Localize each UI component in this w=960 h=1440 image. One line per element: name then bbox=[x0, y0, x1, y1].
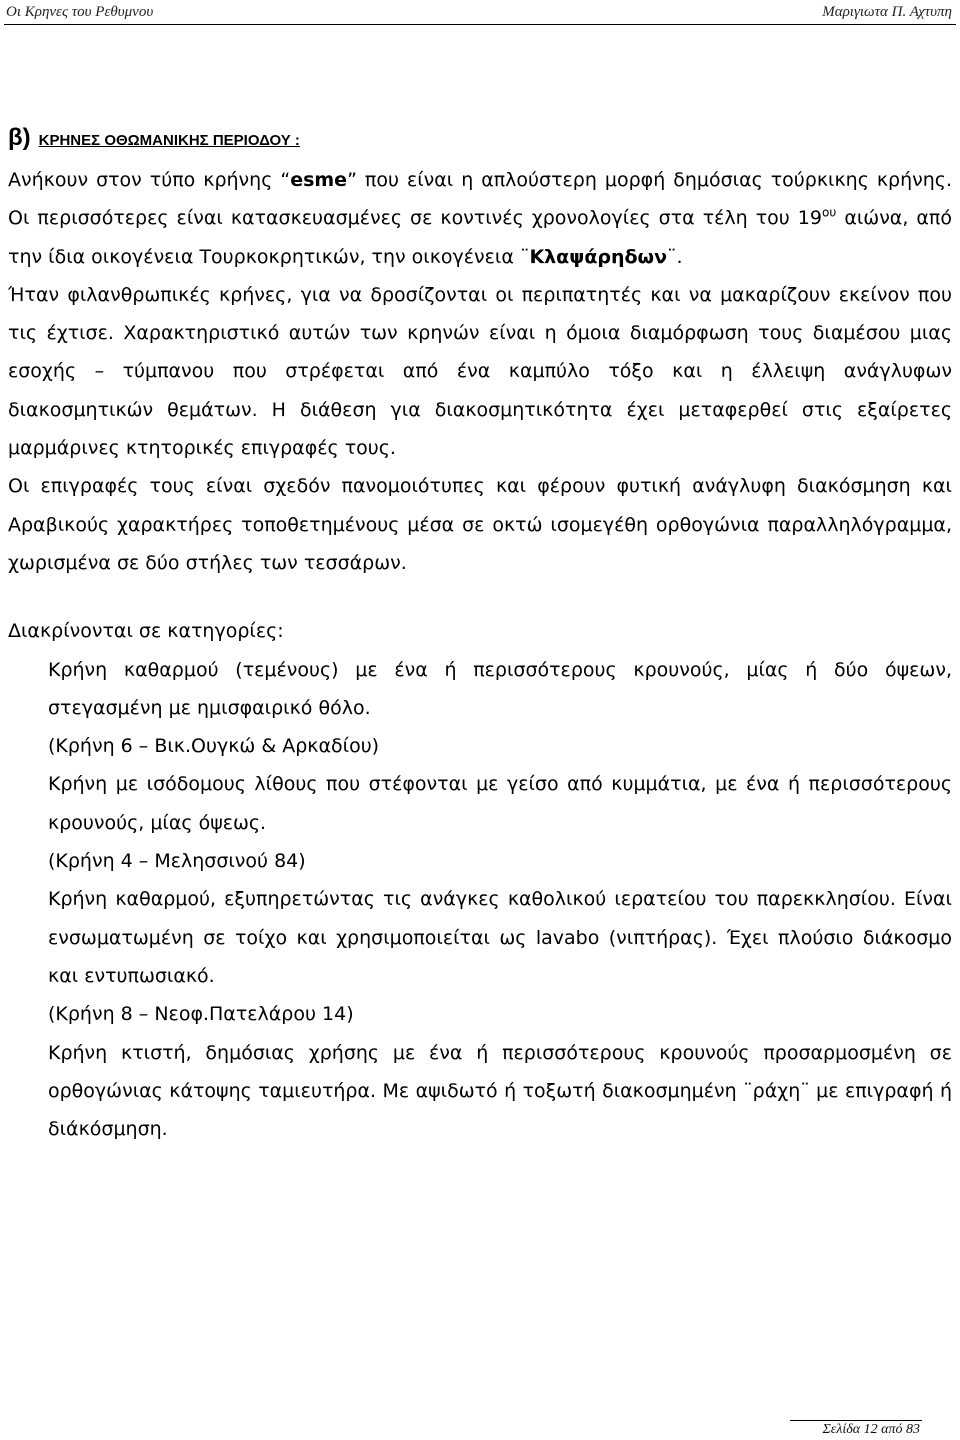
header-left-title: Οι Κρηνες του Ρεθυμνου bbox=[6, 4, 154, 20]
category-ref: (Κρήνη 4 – Μελησσινού 84) bbox=[48, 850, 306, 873]
term-esme: esme bbox=[290, 169, 348, 191]
category-item: Κρήνη κτιστή, δημόσιας χρήσης με ένα ή περισσότερους κρουνούς προσαρμοσμένη σε ορθογώνιας κάτοψης ταμιευτήρα. Με αψιδωτό ή τοξωτή διακοσμημένη ¨ράχη¨ με επιγραφή ή διάκόσμηση. bbox=[48, 1041, 952, 1141]
text-run: αιώνα, από την ίδια οικογένεια Τουρκοκρητικών, την οικογένεια bbox=[8, 207, 952, 268]
page-header bbox=[0, 0, 960, 28]
category-item: Κρήνη καθαρμού, εξυπηρετώντας τις ανάγκες καθολικού ιερατείου του παρεκκλησίου. Είναι ενσωματωμένη σε τοίχο και χρησιμοποιείται ως lavabo (νιπτήρας). Έχει πλούσιο διάκοσμο και εντυπωσιακό. bbox=[48, 888, 952, 987]
paragraph-description: Ήταν φιλανθρωπικές κρήνες, για να δροσίζονται οι περιπατητές και να μακαρίζουν εκείνον που τις έχτισε. Χαρακτηριστικό αυτών των κρηνών είναι η όμοια διαμόρφωση τους διαμέσου μιας εσοχής – τύμπανου που στρέφεται από ένα καμπύλο τόξο και η έλλειψη ανάγλυφων διακοσμητικών θεμάτων. Η διάθεση για διακοσμητικότητα έχει μεταφερθεί στις εξαίρετες μαρμάρινες κτητορικές επιγραφές τους. bbox=[8, 283, 952, 460]
paragraph-inscriptions: Οι επιγραφές τους είναι σχεδόν πανομοιότυπες και φέρουν φυτική ανάγλυφη διακόσμηση και Αραβικούς χαρακτήρες τοποθετημένους μέσα σε οκτώ ισομεγέθη ορθογώνια παραλληλόγραμμα, χωρισμένα σε δύο στήλες των τεσσάρων. bbox=[8, 475, 952, 574]
category-item: Κρήνη με ισόδομους λίθους που στέφονται με γείσο από κυμμάτια, με ένα ή περισσότερους κρουνούς, μίας όψεως. bbox=[48, 773, 952, 834]
section-title: ΚΡΗΝΕΣ ΟΘΩΜΑΝΙΚΗΣ ΠΕΡΙΟΔΟΥ : bbox=[38, 132, 300, 149]
category-ref: (Κρήνη 8 – Νεοφ.Πατελάρου 14) bbox=[48, 1003, 354, 1026]
text-run: . bbox=[676, 245, 683, 268]
header-author: Μαριγιωτα Π. Αχτυπη bbox=[822, 4, 952, 20]
section-letter: β) bbox=[8, 124, 31, 151]
text-run: Ανήκουν στον τύπο κρήνης bbox=[8, 169, 281, 191]
categories-title: Διακρίνονται σε κατηγορίες: bbox=[8, 620, 284, 643]
category-ref: (Κρήνη 6 – Βικ.Ουγκώ & Αρκαδίου) bbox=[48, 735, 380, 758]
family-name: Κλαψάρηδων bbox=[529, 245, 668, 268]
page-number: Σελίδα 12 από 83 bbox=[822, 1422, 920, 1437]
spacer bbox=[8, 582, 952, 612]
section-heading bbox=[8, 118, 952, 161]
superscript: ου bbox=[822, 205, 837, 220]
document-body bbox=[8, 118, 952, 1148]
text-run: που είναι η απλούστερη μορφή δημόσιας τούρκικης κρήνης. Οι περισσότερες είναι κατασκευασμένες σε κοντινές χρονολογίες στα τέλη του 19 bbox=[8, 169, 952, 230]
paragraph-intro: Ανήκουν στον τύπο κρήνης “esme” που είναι η απλούστερη μορφή δημόσιας τούρκικης κρήνης. Οι περισσότερες είναι κατασκευασμένες σε κοντινές χρονολογίες στα τέλη του $19^{o\upsilon}$ αιώνα, από την ίδια οικογένεια Τουρκοκρητικών, την οικογένεια ¨Κλαψάρηδων¨. bbox=[8, 169, 952, 268]
footer-rule bbox=[790, 1420, 922, 1421]
category-item: Κρήνη καθαρμού (τεμένους) με ένα ή περισσότερους κρουνούς, μίας ή δύο όψεων, στεγασμένη με ημισφαιρικό θόλο. bbox=[48, 658, 952, 719]
header-rule bbox=[4, 24, 956, 25]
